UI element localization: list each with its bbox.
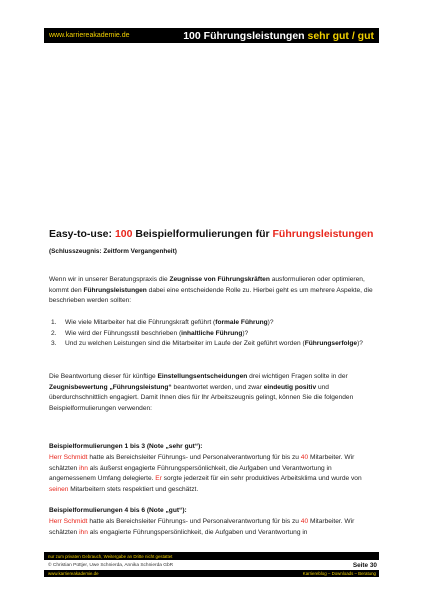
title-part: Beispielformulierungen für bbox=[132, 228, 273, 240]
text: )? bbox=[242, 329, 249, 337]
example-paragraph-good bbox=[49, 517, 379, 538]
list-item bbox=[49, 318, 379, 329]
placeholder-name: Herr Schmidt bbox=[49, 518, 88, 525]
header-bar bbox=[44, 28, 379, 43]
bold-text: formale Führung bbox=[215, 319, 268, 326]
text: Die Beantwortung dieser für künftige bbox=[49, 373, 158, 380]
list-number: 2. bbox=[51, 329, 57, 337]
header-title-accent: sehr gut / gut bbox=[307, 29, 374, 42]
list-item bbox=[49, 329, 379, 340]
footer-copyright: © Christian Püttjer, Uwe Schnierda, Annika Schnierda GbR bbox=[48, 562, 174, 568]
text: Und zu welchen Leistungen sind die Mitarbeiter im Laufe der Zeit geführt worden ( bbox=[65, 340, 305, 348]
placeholder-pronoun: ihn bbox=[79, 528, 88, 536]
section-heading-very-good: Beispielformulierungen 1 bis 3 (Note „sehr gut“): bbox=[49, 443, 203, 450]
list-text bbox=[65, 329, 248, 340]
text: Mitarbeiter. Wir schätzten bbox=[49, 454, 355, 472]
placeholder-pronoun: ihn bbox=[79, 464, 88, 472]
footer-url-link[interactable]: www.karriereakademie.de bbox=[48, 571, 99, 576]
header-title-main: 100 Führungsleistungen bbox=[183, 29, 305, 42]
text: hatte als Bereichsleiter Führungs- und Personalverantwortung für bis zu bbox=[87, 454, 301, 461]
bold-text: Führungsleistungen bbox=[83, 286, 147, 294]
title-part: Easy-to-use: bbox=[49, 228, 115, 240]
text: )? bbox=[267, 319, 274, 326]
footer-link-bar bbox=[44, 570, 379, 577]
placeholder-number: 40 bbox=[300, 454, 309, 461]
text: sorgte jederzeit für ein sehr produktives Arbeitsklima und wurde von bbox=[161, 475, 362, 483]
footer-notice: nur zum privaten Gebrauch, Weitergabe an Dritte nicht gestattet bbox=[48, 553, 173, 559]
list-item bbox=[49, 339, 379, 350]
text: Mitarbeiter. Wir schätzten bbox=[49, 518, 355, 536]
text: hatte als Bereichsleiter Führungs- und Personalverantwortung für bis zu bbox=[87, 518, 301, 525]
text: als engagierte Führungspersönlichkeit, die Aufgaben und Verantwortung in bbox=[87, 528, 308, 536]
example-paragraph-very-good bbox=[49, 453, 379, 495]
placeholder-name: Herr Schmidt bbox=[49, 454, 88, 461]
text: ausformulieren oder optimieren, kommt den bbox=[49, 276, 365, 294]
bold-text: Führungserfolge bbox=[304, 340, 358, 348]
header-title bbox=[183, 30, 374, 42]
page-footer bbox=[44, 552, 379, 577]
list-text bbox=[65, 318, 274, 329]
bold-text: Zeugnisbewertung „Führungsleistung“ bbox=[49, 383, 172, 391]
text: Wie viele Mitarbeiter hat die Führungskraft geführt ( bbox=[65, 319, 216, 326]
title-number: 100 bbox=[114, 228, 133, 240]
placeholder-number: 40 bbox=[300, 518, 309, 525]
bold-text: eindeutig positiv bbox=[263, 383, 317, 391]
header-url-link[interactable]: www.karriereakademie.de bbox=[49, 32, 130, 39]
page-subtitle: (Schlusszeugnis: Zeitform Vergangenheit) bbox=[49, 248, 177, 255]
footer-notice-bar bbox=[44, 552, 379, 560]
text: als äußerst engagierte Führungspersönlichkeit, die Aufgaben und Verantwortung in angemessenem Umfang delegierte. bbox=[49, 464, 332, 483]
section-heading-good: Beispielformulierungen 4 bis 6 (Note „gut“): bbox=[49, 507, 187, 514]
text: beantwortet werden, und zwar bbox=[171, 383, 264, 391]
text: Mitarbeitern stets respektiert und geschätzt. bbox=[68, 485, 199, 493]
list-number: 3. bbox=[51, 340, 57, 348]
list-text bbox=[65, 339, 363, 350]
placeholder-pronoun: seinen bbox=[49, 485, 69, 493]
intro-paragraph bbox=[49, 275, 379, 307]
text: Wie wird der Führungsstil beschrieben ( bbox=[65, 329, 182, 337]
title-highlight: Führungsleistungen bbox=[272, 228, 374, 240]
bold-text: inhaltliche Führung bbox=[181, 329, 243, 337]
placeholder-pronoun: Er bbox=[155, 475, 162, 483]
list-number: 1. bbox=[51, 319, 57, 326]
text: )? bbox=[357, 340, 363, 348]
page-title bbox=[49, 228, 373, 240]
explanation-paragraph bbox=[49, 372, 379, 414]
page-number: Seite 30 bbox=[352, 561, 377, 569]
footer-nav-links[interactable]: Karriereblog – Downloads – Beratung bbox=[302, 571, 376, 576]
question-list bbox=[49, 318, 379, 350]
footer-info-row bbox=[44, 560, 379, 570]
bold-text: Zeugnisse von Führungskräften bbox=[169, 276, 270, 283]
text: Wenn wir in unserer Beratungspraxis die bbox=[49, 276, 170, 283]
text: dabei eine entscheidende Rolle zu. Hierbei geht es um mehrere Aspekte, die beschrieben werden sollten: bbox=[49, 286, 373, 305]
text: und überdurchschnittlich engagiert. Damit Ihnen dies für Ihr Arbeitszeugnis gelingt, können Sie die folgenden Beispielformulierungen verwenden: bbox=[49, 383, 354, 412]
bold-text: Einstellungsentscheidungen bbox=[157, 373, 248, 380]
text: drei wichtigen Fragen sollte in der bbox=[247, 373, 348, 380]
